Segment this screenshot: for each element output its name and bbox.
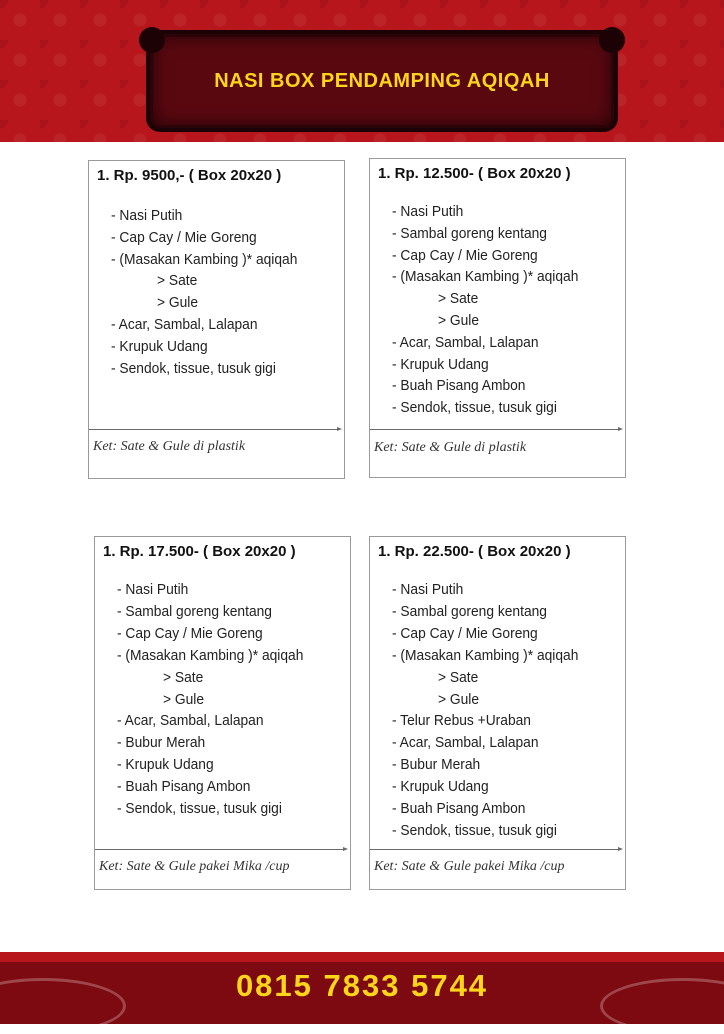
list-item: > Sate	[157, 272, 198, 290]
list-item: - Cap Cay / Mie Goreng	[117, 624, 263, 642]
list-item: - Acar, Sambal, Lalapan	[392, 734, 539, 752]
list-item: - Acar, Sambal, Lalapan	[117, 712, 264, 730]
list-item: > Gule	[157, 294, 199, 312]
list-item: - Cap Cay / Mie Goreng	[111, 228, 257, 246]
divider	[370, 429, 619, 430]
divider	[95, 849, 344, 850]
package-note: Ket: Sate & Gule pakei Mika /cup	[374, 859, 565, 874]
package-item-list	[117, 579, 320, 820]
package-card-9500	[88, 160, 345, 479]
list-item: - Sambal goreng kentang	[392, 602, 547, 620]
list-item: - Krupuk Udang	[111, 337, 208, 355]
list-item: - Krupuk Udang	[117, 756, 214, 774]
list-item: - Sambal goreng kentang	[392, 224, 547, 242]
package-item-list	[111, 205, 314, 379]
page-title: NASI BOX PENDAMPING AQIQAH	[214, 69, 550, 92]
divider	[370, 849, 619, 850]
package-price-title: 1. Rp. 17.500- ( Box 20x20 )	[103, 543, 296, 560]
package-card-12500	[369, 158, 626, 478]
list-item: - Buah Pisang Ambon	[117, 778, 251, 796]
package-price-title: 1. Rp. 9500,- ( Box 20x20 )	[97, 167, 282, 184]
list-item: - Sambal goreng kentang	[117, 602, 272, 620]
ornament-left-icon	[139, 27, 165, 53]
list-item: - Krupuk Udang	[392, 778, 489, 796]
list-item: - Acar, Sambal, Lalapan	[392, 333, 539, 351]
list-item: > Gule	[438, 690, 480, 708]
list-item: - (Masakan Kambing )* aqiqah	[111, 250, 298, 268]
list-item: - Buah Pisang Ambon	[392, 800, 526, 818]
package-card-22500	[369, 536, 626, 890]
package-price-title: 1. Rp. 22.500- ( Box 20x20 )	[378, 543, 571, 560]
list-item: - Krupuk Udang	[392, 355, 489, 373]
list-item: - Bubur Merah	[392, 756, 481, 774]
phone-number[interactable]: 0815 7833 5744	[235, 968, 489, 1003]
list-item: - (Masakan Kambing )* aqiqah	[392, 268, 579, 286]
list-item: - Nasi Putih	[392, 581, 464, 598]
package-card-17500	[94, 536, 351, 890]
package-item-list	[392, 579, 595, 842]
list-item: > Sate	[163, 668, 204, 686]
ornament-right-icon	[599, 27, 625, 53]
list-item: - (Masakan Kambing )* aqiqah	[392, 646, 579, 664]
header-band	[0, 0, 724, 142]
title-plaque	[150, 34, 614, 128]
list-item: - Sendok, tissue, tusuk gigi	[117, 800, 282, 818]
package-note: Ket: Sate & Gule pakei Mika /cup	[99, 859, 290, 874]
list-item: > Sate	[438, 290, 479, 308]
list-item: - Sendok, tissue, tusuk gigi	[392, 399, 557, 417]
list-item: - Nasi Putih	[111, 207, 183, 224]
package-item-list	[392, 201, 595, 419]
package-note: Ket: Sate & Gule di plastik	[93, 439, 246, 454]
list-item: - Cap Cay / Mie Goreng	[392, 246, 538, 264]
package-note: Ket: Sate & Gule di plastik	[374, 440, 527, 455]
list-item: - Sendok, tissue, tusuk gigi	[111, 359, 276, 377]
list-item: - Acar, Sambal, Lalapan	[111, 315, 258, 333]
list-item: - (Masakan Kambing )* aqiqah	[117, 646, 304, 664]
list-item: > Sate	[438, 668, 479, 686]
list-item: - Nasi Putih	[392, 203, 464, 220]
list-item: - Nasi Putih	[117, 581, 189, 598]
list-item: - Bubur Merah	[117, 734, 206, 752]
list-item: - Sendok, tissue, tusuk gigi	[392, 821, 557, 839]
list-item: - Buah Pisang Ambon	[392, 377, 526, 395]
divider	[89, 429, 338, 430]
list-item: - Telur Rebus +Uraban	[392, 712, 531, 730]
list-item: - Cap Cay / Mie Goreng	[392, 624, 538, 642]
package-price-title: 1. Rp. 12.500- ( Box 20x20 )	[378, 165, 571, 182]
list-item: > Gule	[163, 690, 205, 708]
list-item: > Gule	[438, 311, 480, 329]
